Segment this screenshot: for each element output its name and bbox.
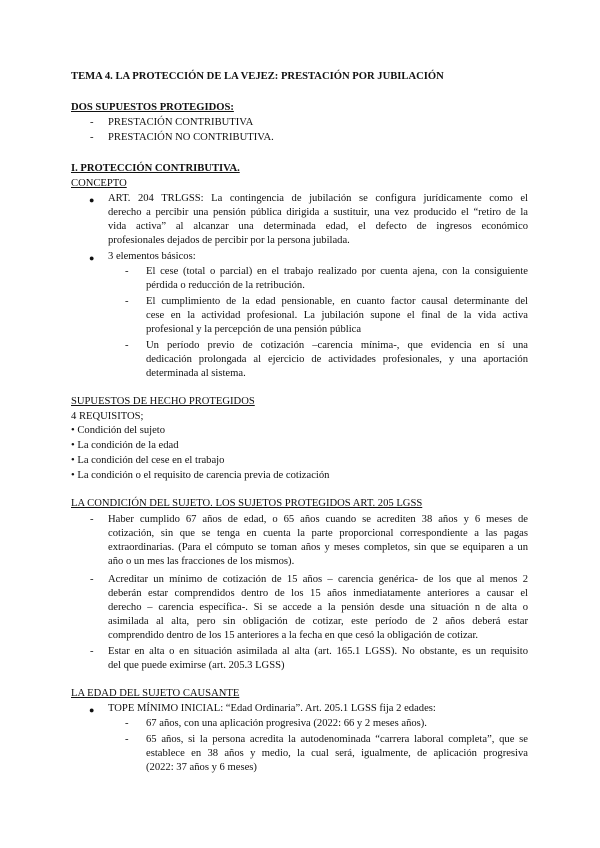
list-item: • La condición o el requisito de carencia previa de cotización [71,470,330,481]
paragraph-line: año o un mes las fracciones de los mismos). [108,556,295,567]
list-dash: - [125,296,129,307]
document-title: TEMA 4. LA PROTECCIÓN DE LA VEJEZ: PRESTACIÓN POR JUBILACIÓN [71,71,444,82]
list-dash: - [125,266,129,277]
supuestos-heading: DOS SUPUESTOS PROTEGIDOS: [71,102,234,113]
paragraph-line: profesional y la percepción de una pensión pública [146,324,362,335]
paragraph-line: cese en la actividad profesional. La jubilación supone el final de la vida activa [146,310,528,321]
list-dash: - [90,574,94,585]
paragraph-line: vida activa” al alcanzar una determinada edad, el defecto de ingresos económico [108,221,528,232]
hechos-heading: SUPUESTOS DE HECHO PROTEGIDOS [71,396,255,407]
tope-line: TOPE MÍNIMO INICIAL: “Edad Ordinaria”. Art. 205.1 LGSS fija 2 edades: [108,703,436,714]
paragraph-line: Estar en alta o en situación asimilada al alta (art. 165.1 LGSS). No obstante, es un requisito [108,646,528,657]
concepto-heading: CONCEPTO [71,178,127,189]
paragraph-line: derecho a percibir una pensión pública dirigida a sustituir, una vez producido el “retiro de la [108,207,528,218]
paragraph-line: pérdida o reducción de la retribución. [146,280,305,291]
paragraph-line: (2022: 37 años y 6 meses) [146,762,257,773]
paragraph-line: Un período previo de cotización –carencia mínima-, que evidencia en sí una [146,340,528,351]
paragraph-line: comprendido dentro de los 15 anteriores a la fecha en que cesó la obligación de cotizar. [108,630,479,641]
paragraph-line: establece en 38 años y medio, la cual será, igualmente, de aplicación progresiva [146,748,528,759]
paragraph-line: determinada al sistema. [146,368,246,379]
edad-heading: LA EDAD DEL SUJETO CAUSANTE [71,688,240,699]
bullet-icon: ● [89,705,95,715]
paragraph-line: extraordinarias. (Para el cómputo se toman años y meses completos, sin que se equiparen a un [108,542,528,553]
paragraph-line: deberán estar comprendidos dentro de los 15 años inmediatamente anteriores a causar el [108,588,528,599]
paragraph-line: asimilada al alta, pero sin obligación de cotizar, este período de 2 años deberá estar [108,616,528,627]
paragraph-line: Acreditar un mínimo de cotización de 15 años – carencia genérica- de los que al menos 2 [108,574,528,585]
list-dash: - [125,734,129,745]
paragraph-line: El cese (total o parcial) en el trabajo realizado por cuenta ajena, con la consiguiente [146,266,528,277]
paragraph-line: profesionales dejados de percibir por la persona jubilada. [108,235,350,246]
list-item: • La condición de la edad [71,440,179,451]
list-dash: - [125,340,129,351]
elementos-label: 3 elementos básicos: [108,251,196,262]
list-dash: - [90,132,94,143]
paragraph-line: del que puede eximirse (art. 205.3 LGSS) [108,660,285,671]
list-dash: - [90,117,94,128]
paragraph-line: 67 años, con una aplicación progresiva (2022: 66 y 2 meses años). [146,718,427,729]
paragraph-line: 65 años, si la persona acredita la autodenominada “carrera laboral completa”, que se [146,734,528,745]
hechos-label: 4 REQUISITOS; [71,411,144,422]
bullet-icon: ● [89,253,95,263]
list-item: PRESTACIÓN CONTRIBUTIVA [108,117,254,128]
paragraph-line: El cumplimiento de la edad pensionable, en cuanto factor causal determinante del [146,296,528,307]
list-item: • Condición del sujeto [71,425,166,436]
paragraph-line: derecho – carencia específica-. Si se accede a la pensión desde una situación n de alta o [108,602,528,613]
list-dash: - [125,718,129,729]
paragraph-line: ART. 204 TRLGSS: La contingencia de jubilación se configura jurídicamente como el [108,193,528,204]
list-item: • La condición del cese en el trabajo [71,455,225,466]
list-item: PRESTACIÓN NO CONTRIBUTIVA. [108,132,274,143]
list-dash: - [90,646,94,657]
list-dash: - [90,514,94,525]
paragraph-line: cotización, sin que se tenga en cuenta la parte proporcional correspondiente a las pagas [108,528,528,539]
bullet-icon: ● [89,195,95,205]
paragraph-line: dedicación prolongada al ejercicio de actividades profesionales, y una aportación [146,354,528,365]
section-heading-contributiva: I. PROTECCIÓN CONTRIBUTIVA. [71,163,240,174]
paragraph-line: Haber cumplido 67 años de edad, o 65 años cuando se acrediten 38 años y 6 meses de [108,514,528,525]
condicion-heading: LA CONDICIÓN DEL SUJETO. LOS SUJETOS PROTEGIDOS ART. 205 LGSS [71,498,423,509]
